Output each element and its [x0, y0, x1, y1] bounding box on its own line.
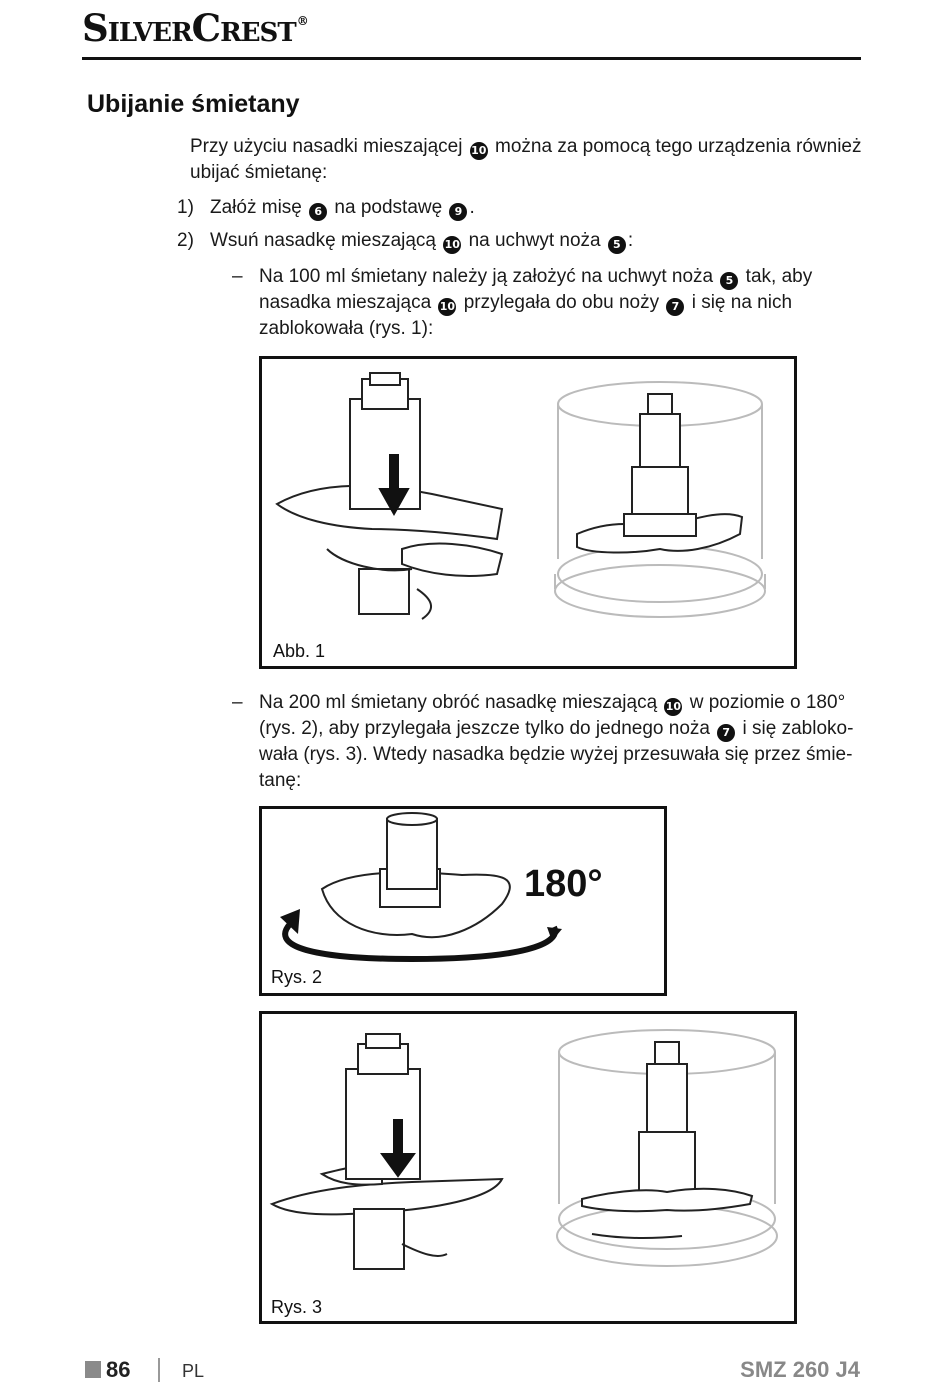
intro-text-2: można za pomocą tego urządzenia również: [495, 136, 862, 157]
figure-3: [259, 1011, 797, 1324]
step-number: 1): [177, 197, 194, 218]
step-text: Wsuń nasadkę mieszającą: [210, 230, 436, 251]
bullet-text: wała (rys. 3). Wtedy nasadka będzie wyżej przesuwała się przez śmie-: [259, 744, 853, 765]
footer-separator: [158, 1358, 160, 1382]
bullet-text: i się zabloko-: [742, 718, 854, 739]
bullet-text: (rys. 2), aby przylegała jeszcze tylko do jednego noża: [259, 718, 710, 739]
bullet-text: w poziomie o 180°: [689, 692, 846, 713]
footer-marker: [85, 1361, 101, 1378]
figure-2-caption: Rys. 2: [271, 967, 323, 987]
bullet-dash: –: [232, 266, 243, 287]
step-text: na podstawę: [334, 197, 443, 218]
bullet-text: nasadka mieszająca: [259, 292, 432, 313]
figure-3-caption: Rys. 3: [271, 1297, 323, 1317]
step-text: :: [627, 230, 634, 251]
ref-number: 10: [470, 142, 488, 160]
bullet-text: i się na nich: [691, 292, 793, 313]
figure-1-illustration: [262, 359, 794, 666]
figure-1-caption: Abb. 1: [273, 641, 326, 661]
ref-number: 7: [717, 724, 735, 742]
rotation-angle: 180°: [524, 863, 603, 905]
language-code: PL: [182, 1361, 205, 1381]
ref-number: 10: [438, 298, 456, 316]
figure-3-illustration: [262, 1014, 794, 1321]
ref-number: 5: [720, 272, 738, 290]
model-number: SMZ 260 J4: [740, 1357, 860, 1382]
bullet-text: zablokowała (rys. 1):: [259, 318, 434, 339]
ref-number: 9: [449, 203, 467, 221]
step-text: Załóż misę: [210, 197, 302, 218]
bullet-text: Na 200 ml śmietany obróć nasadkę mieszającą: [259, 692, 658, 713]
ref-number: 10: [443, 236, 461, 254]
page-number: 86: [106, 1357, 131, 1382]
bullet-2: [232, 690, 869, 794]
intro-paragraph: [190, 134, 870, 186]
registered-mark: ®: [296, 14, 308, 28]
bullet-1: [232, 264, 869, 342]
figure-2: [259, 806, 667, 996]
figure-2-illustration: [262, 809, 664, 993]
bullet-dash: –: [232, 692, 243, 713]
ref-number: 5: [608, 236, 626, 254]
step-1: [177, 195, 475, 221]
step-number: 2): [177, 230, 194, 251]
step-2: [177, 228, 633, 254]
figure-1: [259, 356, 797, 669]
ref-number: 7: [666, 298, 684, 316]
bullet-text: tak, aby: [745, 266, 813, 287]
intro-text-1: Przy użyciu nasadki mieszającej: [190, 136, 463, 157]
brand-logo-text: SilverCrest: [82, 6, 296, 50]
bullet-text: Na 100 ml śmietany należy ją założyć na uchwyt noża: [259, 266, 714, 287]
intro-text-3: ubijać śmietanę:: [190, 162, 328, 183]
step-text: na uchwyt noża: [468, 230, 601, 251]
ref-number: 10: [664, 698, 682, 716]
ref-number: 6: [309, 203, 327, 221]
header-rule: [82, 57, 861, 60]
brand-logo: [82, 6, 308, 50]
section-title: Ubijanie śmietany: [87, 90, 300, 118]
step-text: .: [469, 197, 475, 218]
bullet-text: tanę:: [259, 770, 302, 791]
bullet-text: przylegała do obu noży: [463, 292, 660, 313]
